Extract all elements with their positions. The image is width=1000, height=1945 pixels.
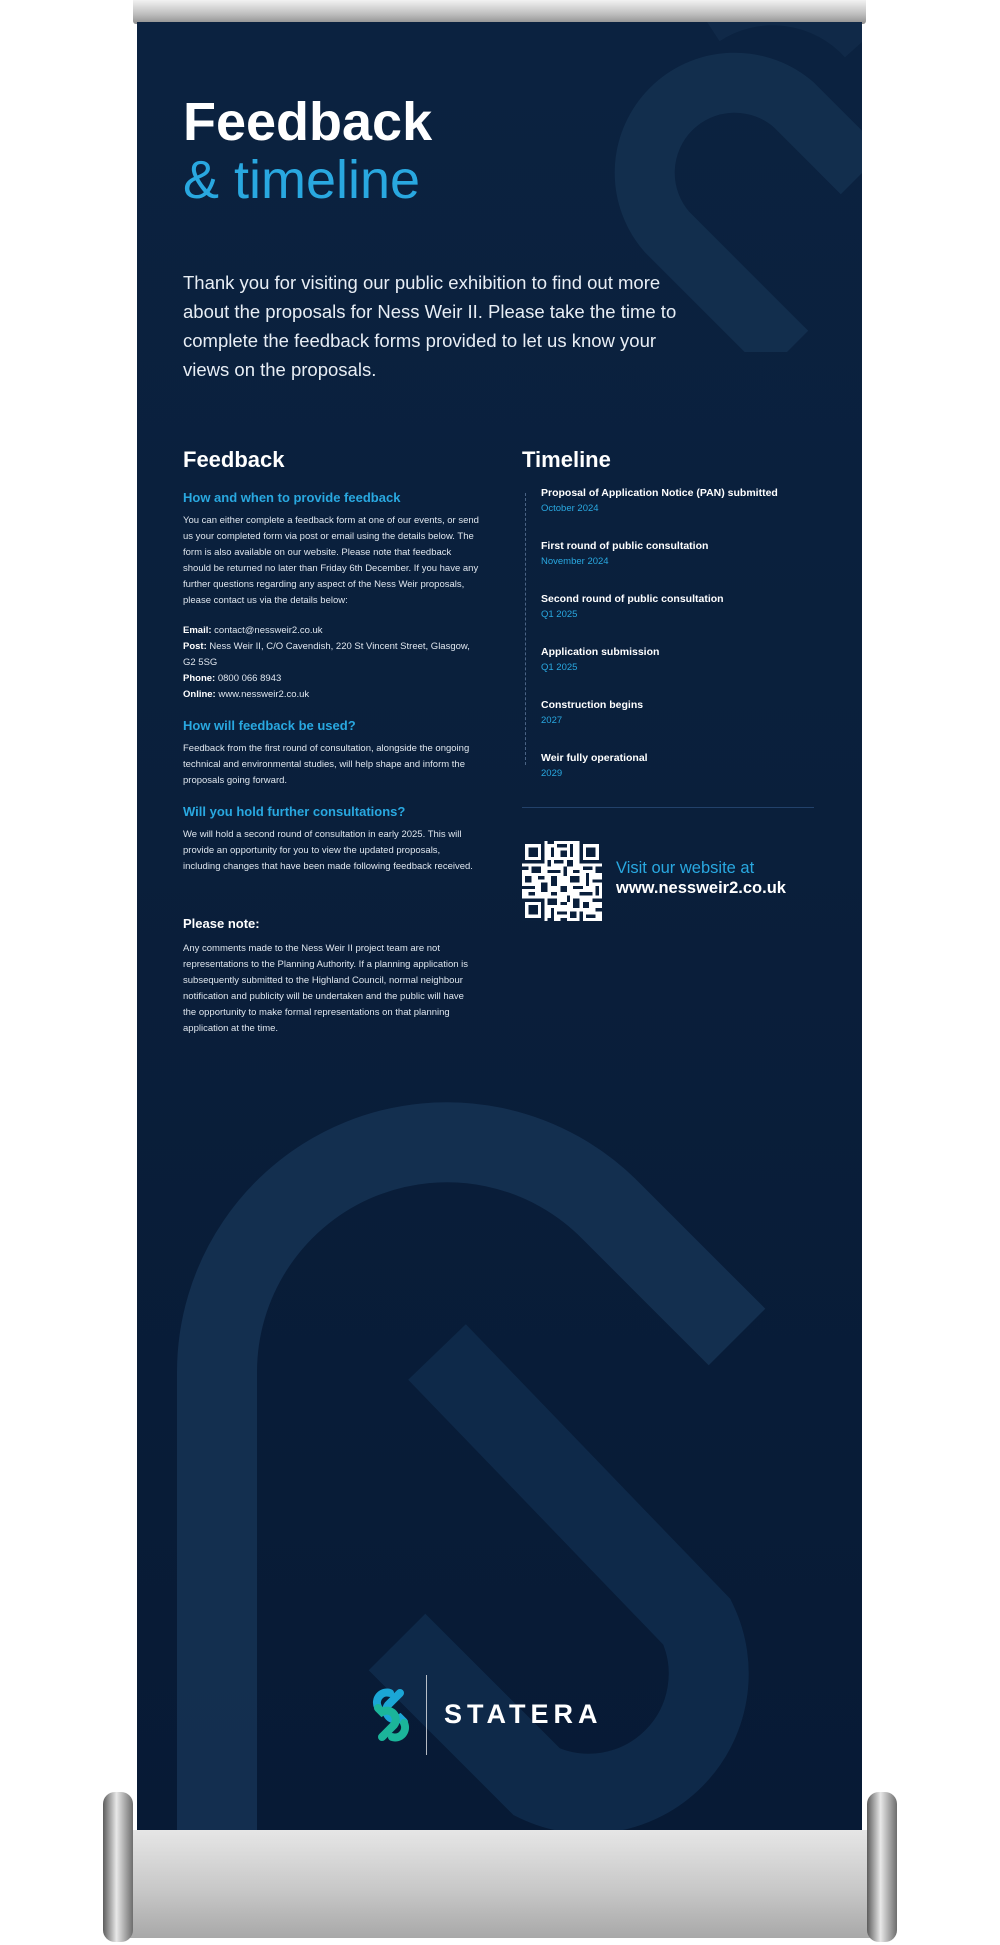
timeline-item-title: Second round of public consultation: [541, 593, 724, 605]
roll-up-banner: [137, 22, 862, 1837]
timeline-item-title: Construction begins: [541, 699, 644, 711]
online-value[interactable]: www.nessweir2.co.uk: [218, 689, 310, 700]
phone-value[interactable]: 0800 066 8943: [217, 673, 282, 684]
contact-post-row: [183, 639, 479, 671]
timeline-item: [522, 538, 814, 591]
timeline-column: [522, 445, 814, 921]
post-label: Post:: [183, 641, 207, 652]
banner-stand-base: [103, 1830, 897, 1938]
contact-email-row: [183, 623, 479, 639]
further-consultations-body: We will hold a second round of consultation in early 2025. This will provide an opportunity for you to view the updated proposals, including changes that have been made following feedback received.: [183, 829, 473, 872]
email-value[interactable]: contact@nessweir2.co.uk: [214, 625, 323, 636]
timeline-item: [522, 591, 814, 644]
timeline-item-date: 2027: [541, 715, 563, 726]
further-consultations-heading: Will you hold further consultations?: [183, 804, 406, 819]
how-when-body: You can either complete a feedback form at one of our events, or send us your completed form via post or email using the details below. The form is also available on our website. Please note that feedback should be returned no later than Friday 6th December. If you have any further questions regarding any aspect of the Ness Weir proposals, please contact us via the details below:: [183, 515, 479, 606]
online-label: Online:: [183, 689, 216, 700]
phone-label: Phone:: [183, 673, 216, 684]
timeline-item-date: Q1 2025: [541, 662, 578, 673]
contact-online-row: [183, 687, 479, 703]
page-title-line-2: & timeline: [183, 150, 421, 210]
contact-phone-row: [183, 671, 479, 687]
timeline-item: [522, 750, 814, 803]
how-when-heading: How and when to provide feedback: [183, 490, 401, 505]
timeline-item-title: Proposal of Application Notice (PAN) submitted: [541, 487, 778, 499]
timeline-item: [522, 697, 814, 750]
website-callout[interactable]: [522, 841, 814, 921]
post-value: Ness Weir II, C/O Cavendish, 220 St Vincent Street, Glasgow, G2 5SG: [183, 641, 470, 668]
banner-stand-foot-right: [867, 1792, 897, 1942]
timeline-item-date: 2029: [541, 768, 563, 779]
contact-details: [183, 623, 479, 703]
banner-stand-foot-left: [103, 1792, 133, 1942]
statera-s-logo-icon: [370, 1683, 412, 1747]
timeline-item-title: Weir fully operational: [541, 752, 648, 764]
brand-name: STATERA: [444, 1699, 603, 1729]
feedback-heading: Feedback: [183, 447, 285, 472]
website-url[interactable]: www.nessweir2.co.uk: [616, 879, 786, 897]
timeline-item-date: November 2024: [541, 556, 609, 567]
intro-paragraph: Thank you for visiting our public exhibition to find out more about the proposals for Ness Weir II. Please take the time to complete the feedback forms provided to let us know your views on the proposals.: [183, 272, 677, 380]
please-note-heading: Please note:: [183, 916, 260, 931]
feedback-used-heading: How will feedback be used?: [183, 718, 356, 733]
timeline-list: [522, 485, 814, 803]
feedback-used-body: Feedback from the first round of consultation, alongside the ongoing technical and environmental studies, will help shape and inform the proposals going forward.: [183, 743, 470, 786]
timeline-heading: Timeline: [522, 447, 611, 472]
brand-separator: [426, 1675, 427, 1755]
timeline-item-date: October 2024: [541, 503, 599, 514]
timeline-item: [522, 485, 814, 538]
statera-brand-lockup: [370, 1675, 660, 1755]
timeline-item: [522, 644, 814, 697]
timeline-item-title: First round of public consultation: [541, 540, 709, 552]
page-title-line-1: Feedback: [183, 92, 433, 152]
section-divider: [522, 807, 814, 808]
email-label: Email:: [183, 625, 212, 636]
please-note-body: Any comments made to the Ness Weir II project team are not representations to the Planning Authority. If a planning application is subsequently submitted to the Highland Council, normal neighbour notification and publicity will be undertaken and the public will have the opportunity to make formal representations on that planning application at the time.: [183, 943, 469, 1034]
banner-top-rail: [133, 0, 866, 24]
feedback-column: [183, 445, 479, 1037]
qr-code-icon[interactable]: [522, 841, 602, 921]
website-callout-label: Visit our website at: [616, 859, 755, 877]
timeline-item-date: Q1 2025: [541, 609, 578, 620]
timeline-item-title: Application submission: [541, 646, 660, 658]
